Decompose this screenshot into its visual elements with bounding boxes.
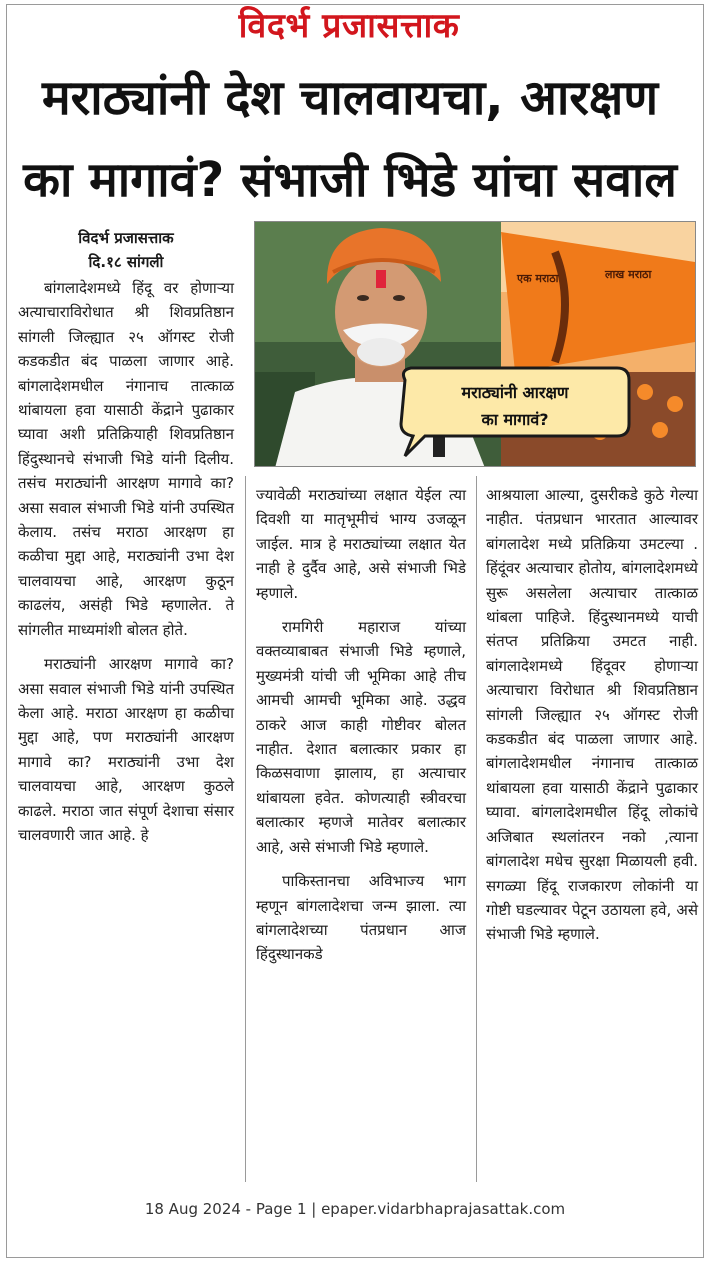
flag-text-left: एक मराठा: [517, 272, 559, 285]
flag-text-right: लाख मराठा: [605, 268, 652, 281]
dateline: [18, 226, 234, 275]
col1-paragraph-2: मराठ्यांनी आरक्षण मागावे का? असा सवाल संभाजी भिडे यांनी उपस्थित केला आहे. मराठा आरक्षण हा कळीचा मुद्दा आहे, पण मराठ्यांनी आरक्षण मागावे का? मराठ्यांनी उभा देश चालवायचा आहे, आरक्षण कुठले काढले. मराठा जात संपूर्ण देशाचा संसार चालवणारी जात आहे. हे: [18, 655, 234, 844]
news-photo: [254, 221, 696, 467]
photo-collage: [255, 222, 696, 467]
col2-paragraph-1: ज्यावेळी मराठ्यांच्या लक्षात येईल त्या दिवशी या मातृभूमीचं भाग्य उजळून जाईल. मात्र हे मराठ्यांच्या लक्षात येत नाही हे दुर्दैव आहे, असे संभाजी भिडे म्हणाले.: [256, 486, 466, 602]
page-footer: 18 Aug 2024 - Page 1 | epaper.vidarbhaprajasattak.com: [144, 1200, 566, 1218]
bubble-line-2: का मागावं?: [481, 410, 549, 429]
column-divider: [245, 476, 246, 1182]
col2-paragraph-3: पाकिस्तानचा अविभाज्य भाग म्हणून बांगलादेशचा जन्म झाला. त्या बांगलादेशच्या पंतप्रधान आज हिंदुस्थानकडे: [256, 872, 466, 964]
headline-line-2: का मागावं? संभाजी भिडे यांचा सवाल: [23, 152, 677, 208]
col1-paragraph-1: बांगलादेशमध्ये हिंदू वर होणाऱ्या अत्याचाराविरोधात श्री शिवप्रतिष्ठान सांगली जिल्ह्यात २५ ऑगस्ट रोजी कडकडीत बंद पाळला जाणार आहे. बांगलादेशमधील नंगानाच तात्काळ थांबायला हवा यासाठी केंद्राने पुढाकार घ्यावा अशी प्रतिक्रियाही शिवप्रतिष्ठान हिंदुस्थानचे संभाजी भिडे यांनी दिलीय. तसंच मराठ्यांनी आरक्षण मागावे का? असा सवाल संभाजी भिडे यांनी उपस्थित केलाय. तसंच मराठा आरक्षण हा कळीचा मुद्दा आहे, मराठ्यांनी उभा देश चालवायचा आहे, आरक्षण कुठून काढलंय, असंही भिडे म्हणालेत. ते सांगलीत माध्यमांशी बोलत होते.: [18, 279, 234, 639]
bubble-line-1: मराठ्यांनी आरक्षण: [461, 383, 569, 402]
col3-paragraph-1: आश्रयाला आल्या, दुसरीकडे कुठे गेल्या नाहीत. पंतप्रधान भारतात आल्यावर बांगलादेश मध्ये प्रतिक्रिया उमटल्या . हिंदूंवर अत्याचार होतोय, बांगलादेशमध्ये सुरू असलेला अत्याचार तात्काळ थांबला पाहिजे. हिंदुस्थानमध्ये याची संतप्त प्रतिक्रिया उमटत नाही. बांगलादेशमध्ये हिंदूवर होणाऱ्या अत्याचारा विरोधात श्री शिवप्रतिष्ठान सांगली जिल्ह्यात २५ ऑगस्ट रोजी कडकडीत बंद पाळला जाणार आहे. बांगलादेशमधील नंगानाच तात्काळ थांबायला हवा यासाठी केंद्राने पुढाकार घ्यावा. बांगलादेशमधील हिंदू लोकांचे अजिबात स्थलांतरन नको ,त्याना बांगलादेश मधेच सुरक्षा मिळायली हवी. सगळ्या हिंदू राजकारण लोकांनी या गोष्टी घडल्यावर पेटून उठायला हवे, असे संभाजी भिडे म्हणाले.: [486, 486, 698, 944]
headline-line-1: मराठ्यांनी देश चालवायचा, आरक्षण: [41, 70, 659, 126]
dateline-paper: विदर्भ प्रजासत्ताक: [78, 229, 174, 247]
masthead: विदर्भ प्रजासत्ताक: [238, 6, 460, 46]
article-column-3: [486, 483, 698, 949]
col2-paragraph-2: रामगिरी महाराज यांच्या वक्तव्याबाबत संभाजी भिडे म्हणाले, मुख्यमंत्री यांची जी भूमिका आहे तीच आमची आमची भूमिका आहे. उद्धव ठाकरे आज काही गोष्टीवर बोलत नाहीत. देशात बलात्कार प्रकार हा किळसवाणा झालाय, हा अत्याचार थांबायला हवेत. कोणत्याही स्त्रीवरचा बलात्कार म्हणजे मातेवर बलात्कार आहे, असे संभाजी भिडे म्हणाले.: [256, 618, 466, 856]
article-column-1: [18, 276, 234, 849]
article-column-2: [256, 483, 466, 969]
dateline-place-date: दि.१८ सांगली: [88, 253, 164, 272]
column-divider: [476, 476, 477, 1182]
